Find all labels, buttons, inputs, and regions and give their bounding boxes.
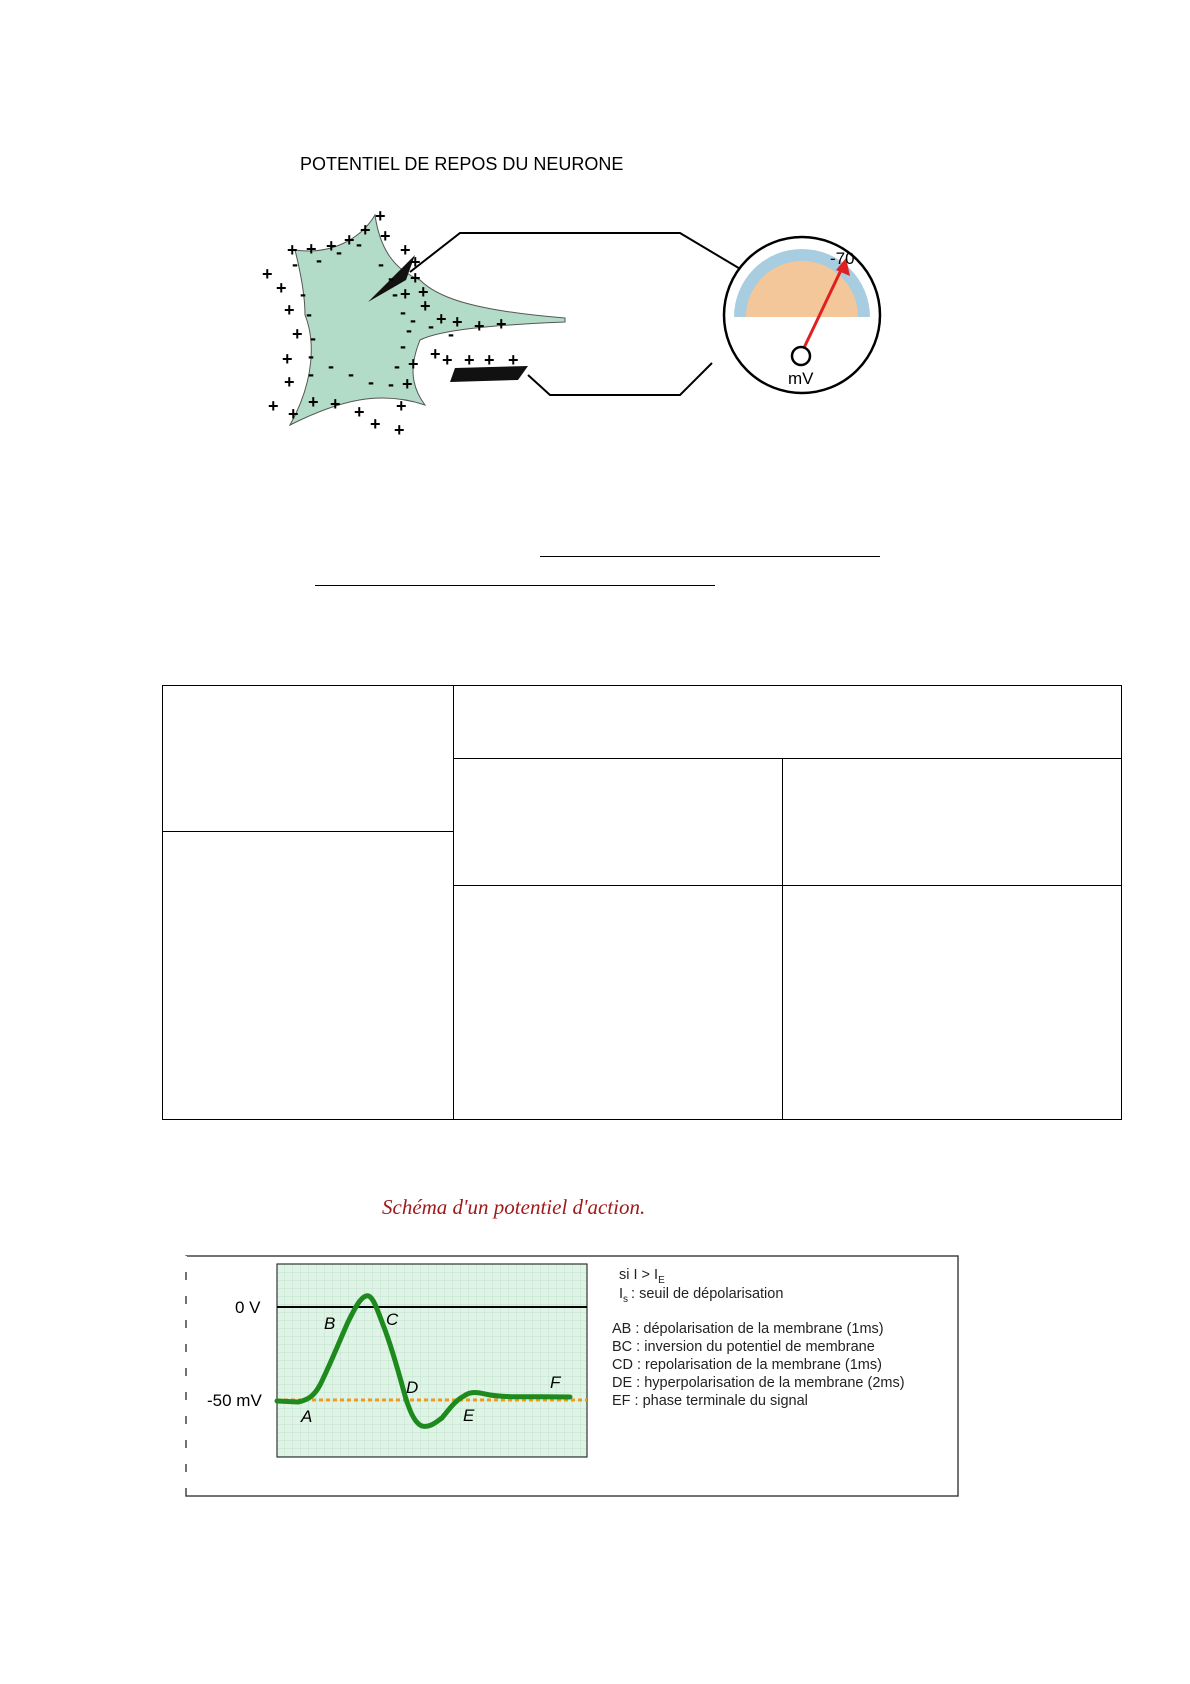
svg-text:+: + <box>464 350 475 370</box>
svg-text:-: - <box>292 254 298 274</box>
svg-text:+: + <box>400 240 411 260</box>
svg-text:-: - <box>448 324 454 344</box>
table-cell-right-2 <box>782 885 1122 1120</box>
svg-text:+: + <box>292 324 303 344</box>
svg-text:+: + <box>484 350 495 370</box>
svg-text:+: + <box>344 230 355 250</box>
figure1-title: POTENTIEL DE REPOS DU NEURONE <box>300 154 624 174</box>
legend-item-cd: CD : repolarisation de la membrane (1ms) <box>612 1357 882 1373</box>
svg-text:+: + <box>442 350 453 370</box>
svg-text:+: + <box>380 226 391 246</box>
table-cell-right-1 <box>782 758 1122 886</box>
legend-item-ef: EF : phase terminale du signal <box>612 1393 808 1409</box>
legend-item-bc: BC : inversion du potentiel de membrane <box>612 1339 875 1355</box>
svg-text:-: - <box>316 250 322 270</box>
blank-line-1 <box>540 556 880 557</box>
svg-text:+: + <box>410 268 421 288</box>
action-potential-diagram <box>180 1240 960 1505</box>
svg-text:+: + <box>452 312 463 332</box>
svg-text:-: - <box>406 320 412 340</box>
svg-text:+: + <box>496 314 507 334</box>
svg-text:-: - <box>378 254 384 274</box>
svg-text:+: + <box>370 414 381 434</box>
point-label-f: F <box>550 1373 561 1392</box>
svg-text:+: + <box>308 392 319 412</box>
meter-pivot <box>792 347 810 365</box>
svg-text:+: + <box>262 264 273 284</box>
svg-text:-: - <box>388 374 394 394</box>
svg-text:+: + <box>326 236 337 256</box>
legend-item-de: DE : hyperpolarisation de la membrane (2ms) <box>612 1375 905 1391</box>
svg-text:-: - <box>388 268 394 288</box>
svg-text:-: - <box>356 234 362 254</box>
svg-text:+: + <box>474 316 485 336</box>
svg-text:-: - <box>428 316 434 336</box>
svg-text:+: + <box>418 282 429 302</box>
svg-text:+: + <box>284 372 295 392</box>
blank-line-2 <box>315 585 715 586</box>
point-label-b: B <box>324 1314 336 1333</box>
svg-text:+: + <box>410 252 421 272</box>
svg-text:+: + <box>284 300 295 320</box>
svg-text:+: + <box>394 420 405 440</box>
svg-text:+: + <box>282 349 293 369</box>
point-label-e: E <box>463 1406 475 1425</box>
table-cell-header <box>453 685 1122 759</box>
legend-condition-sub: E <box>658 1275 665 1286</box>
svg-text:-: - <box>306 304 312 324</box>
meter-value: -70 <box>830 249 855 268</box>
svg-text:+: + <box>408 354 419 374</box>
svg-text:+: + <box>430 344 441 364</box>
resting-potential-diagram <box>260 200 900 450</box>
svg-text:+: + <box>436 309 447 329</box>
svg-text:-: - <box>410 310 416 330</box>
svg-text:+: + <box>396 396 407 416</box>
meter-unit: mV <box>788 369 814 388</box>
table-cell-mid-2 <box>453 885 783 1120</box>
legend-threshold-sub: s <box>623 1294 629 1305</box>
svg-text:+: + <box>276 278 287 298</box>
y-label-minus50: -50 mV <box>207 1391 262 1410</box>
svg-text:+: + <box>402 374 413 394</box>
svg-text:-: - <box>400 336 406 356</box>
legend-item-ab: AB : dépolarisation de la membrane (1ms) <box>612 1321 884 1337</box>
table-cell-left-top <box>162 685 454 832</box>
svg-text:+: + <box>354 402 365 422</box>
wire-top <box>410 233 742 272</box>
svg-text:+: + <box>375 206 386 226</box>
wire-bottom <box>528 363 712 395</box>
svg-text:+: + <box>508 350 519 370</box>
point-label-a: A <box>301 1407 313 1426</box>
legend-threshold-desc: : seuil de dépolarisation <box>631 1286 784 1302</box>
table-cell-left-bottom <box>162 831 454 1120</box>
svg-text:+: + <box>306 239 317 259</box>
svg-text:+: + <box>420 296 431 316</box>
svg-text:+: + <box>400 284 411 304</box>
svg-text:-: - <box>308 364 314 384</box>
voltmeter <box>724 237 880 393</box>
svg-text:+: + <box>330 394 341 414</box>
svg-text:-: - <box>348 364 354 384</box>
svg-text:-: - <box>394 356 400 376</box>
svg-text:-: - <box>310 328 316 348</box>
figure2-title: Schéma d'un potentiel d'action. <box>382 1195 646 1219</box>
point-label-c: C <box>386 1310 399 1329</box>
svg-text:-: - <box>368 372 374 392</box>
legend-threshold-symbol: I <box>619 1286 624 1302</box>
svg-text:-: - <box>300 284 306 304</box>
y-label-0v: 0 V <box>235 1298 261 1317</box>
svg-text:+: + <box>287 240 298 260</box>
svg-text:+: + <box>360 220 371 240</box>
svg-text:-: - <box>308 346 314 366</box>
empty-table <box>162 685 1122 1120</box>
svg-text:-: - <box>400 302 406 322</box>
svg-text:-: - <box>392 284 398 304</box>
legend-condition: si I > I <box>619 1267 659 1283</box>
svg-text:+: + <box>268 396 279 416</box>
svg-text:-: - <box>336 242 342 262</box>
point-label-d: D <box>406 1378 419 1397</box>
svg-text:+: + <box>288 404 299 424</box>
svg-text:-: - <box>328 356 334 376</box>
table-cell-mid-1 <box>453 758 783 886</box>
